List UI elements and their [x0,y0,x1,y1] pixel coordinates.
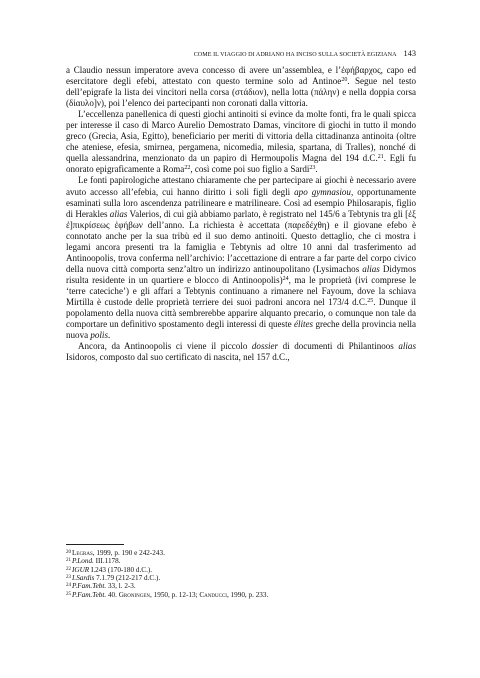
footnote-ref-22[interactable]: 22 [184,165,191,172]
footnote-ref-21[interactable]: 21 [377,154,384,161]
paragraph-1: a Claudio nessun imperatore aveva concesso di avere un’assemblea, e l’ἐφήβαρχος, capo ed esercitatore degli efebi, attestato con questo termine solo ad Antinoe$^{20}$. Segue nel testo dell’epigrafe la lista dei vincitori nella corsa (στάδιον), nella lotta (πάλην) e nella doppia corsa (δίαυλο]ν), poi l’elenco dei partecipanti non coronati dalla vittoria. [66,65,416,109]
footnote-ref-25[interactable]: 25 [367,297,374,304]
footnote-24: $^{24}$P.Fam.Tebt. 33, l. 2-3. [66,582,136,591]
page-number: 143 [403,49,416,58]
footnote-ref-23[interactable]: 23 [309,165,316,172]
footnote-ref-24[interactable]: 24 [282,275,289,282]
paragraph-3: Le fonti papirologiche attestano chiaramente che per partecipare ai giochi è necessario avere avuto accesso all’efebia, cui hanno diritto i soli figli degli apo gymnasiou, opportunamente esaminati sulla loro ascendenza patrilineare e matrilineare. Così ad esempio Philosarapis, figlio di Herakles alias Valerios, di cui già abbiamo parlato, è registrato nel 145/6 a Tebtynis tra gli [ἐξ ἐ]πικρίσεως ἐφήβων dell’anno. La richiesta è accettata (παρεδέχθη) e il giovane efebo è connotato anche per la sua tribù ed il suo demo antinoiti. Questo dettaglio, che ci mostra i legami ancora presenti tra la famiglia e Tebtynis ad oltre 10 anni dal trasferimento ad Antinoopolis, trova conferma nell’archivio: l’accettazione di entrare a far parte del corpo civico della nuova città comporta senz’altro un indirizzo antinoupolitano (Lysimachos alias Didymos risulta residente in un quartiere e blocco di Antinoopolis)$^{24}$, ma le proprietà (ivi comprese le ‘terre cateciche’) e gli affari a Tebtynis continuano a rimanere nel Fayoum, dove la schiava Mirtilla è custode delle proprietà terriere dei suoi padroni ancora nel 173/4 d.C.$^{25}$. Dunque il popolamento della nuova città sembrerebbe apparire alquanto precario, o comunque non tale da comportare un definitivo spostamento degli interessi di queste élites greche della provincia nella nuova polis. [66,175,417,341]
footnote-ref-20[interactable]: 20 [341,77,348,84]
paragraph-2: L’eccellenza panellenica di questi giochi antinoiti si evince da molte fonti, fra le quali spicca per interesse il caso di Marco Aurelio Demostrato Damas, vincitore di giochi in tutto il mondo greco (Grecia, Asia, Egitto), beneficiario per meriti di vittoria della cittadinanza antinoita (oltre che ateniese, efesia, smirnea, pergamena, nicomedia, milesia, spartana, di Tralles), nonché di quella alessandrina, menzionato da un papiro di Hermoupolis Magna del 194 d.C.$^{21}$. Egli fu onorato epigraficamente a Roma$^{22}$, così come poi suo figlio a Sardi$^{23}$. [66,109,416,175]
footnote-21: $^{21}$P.Lond. III.1178. [66,557,121,566]
main-text [66,65,416,363]
running-title: COME IL VIAGGIO DI ADRIANO HA INCISO SULLA SOCIETÀ EGIZIANA [193,52,397,58]
footnote-25: $^{25}$P.Fam.Tebt. 40. Groningen, 1950, p. 12-13; Canducci, 1990, p. 233. [66,590,269,599]
footnote-22: $^{22}$IGUR I.243 (170-180 d.C.). [66,565,153,574]
footnotes [66,544,416,599]
footnote-23: $^{23}$I.Sardis 7.1.79 (212-217 d.C.). [66,574,161,583]
footnote-20: $^{20}$Legras, 1999, p. 190 e 242-243. [66,549,165,557]
running-header [66,43,416,61]
paragraph-4: Ancora, da Antinoopolis ci viene il piccolo dossier di documenti di Philantinoos alias Isidoros, composto dal suo certificato di nascita, nel 157 d.C., [66,341,416,363]
footnote-separator [66,544,124,545]
